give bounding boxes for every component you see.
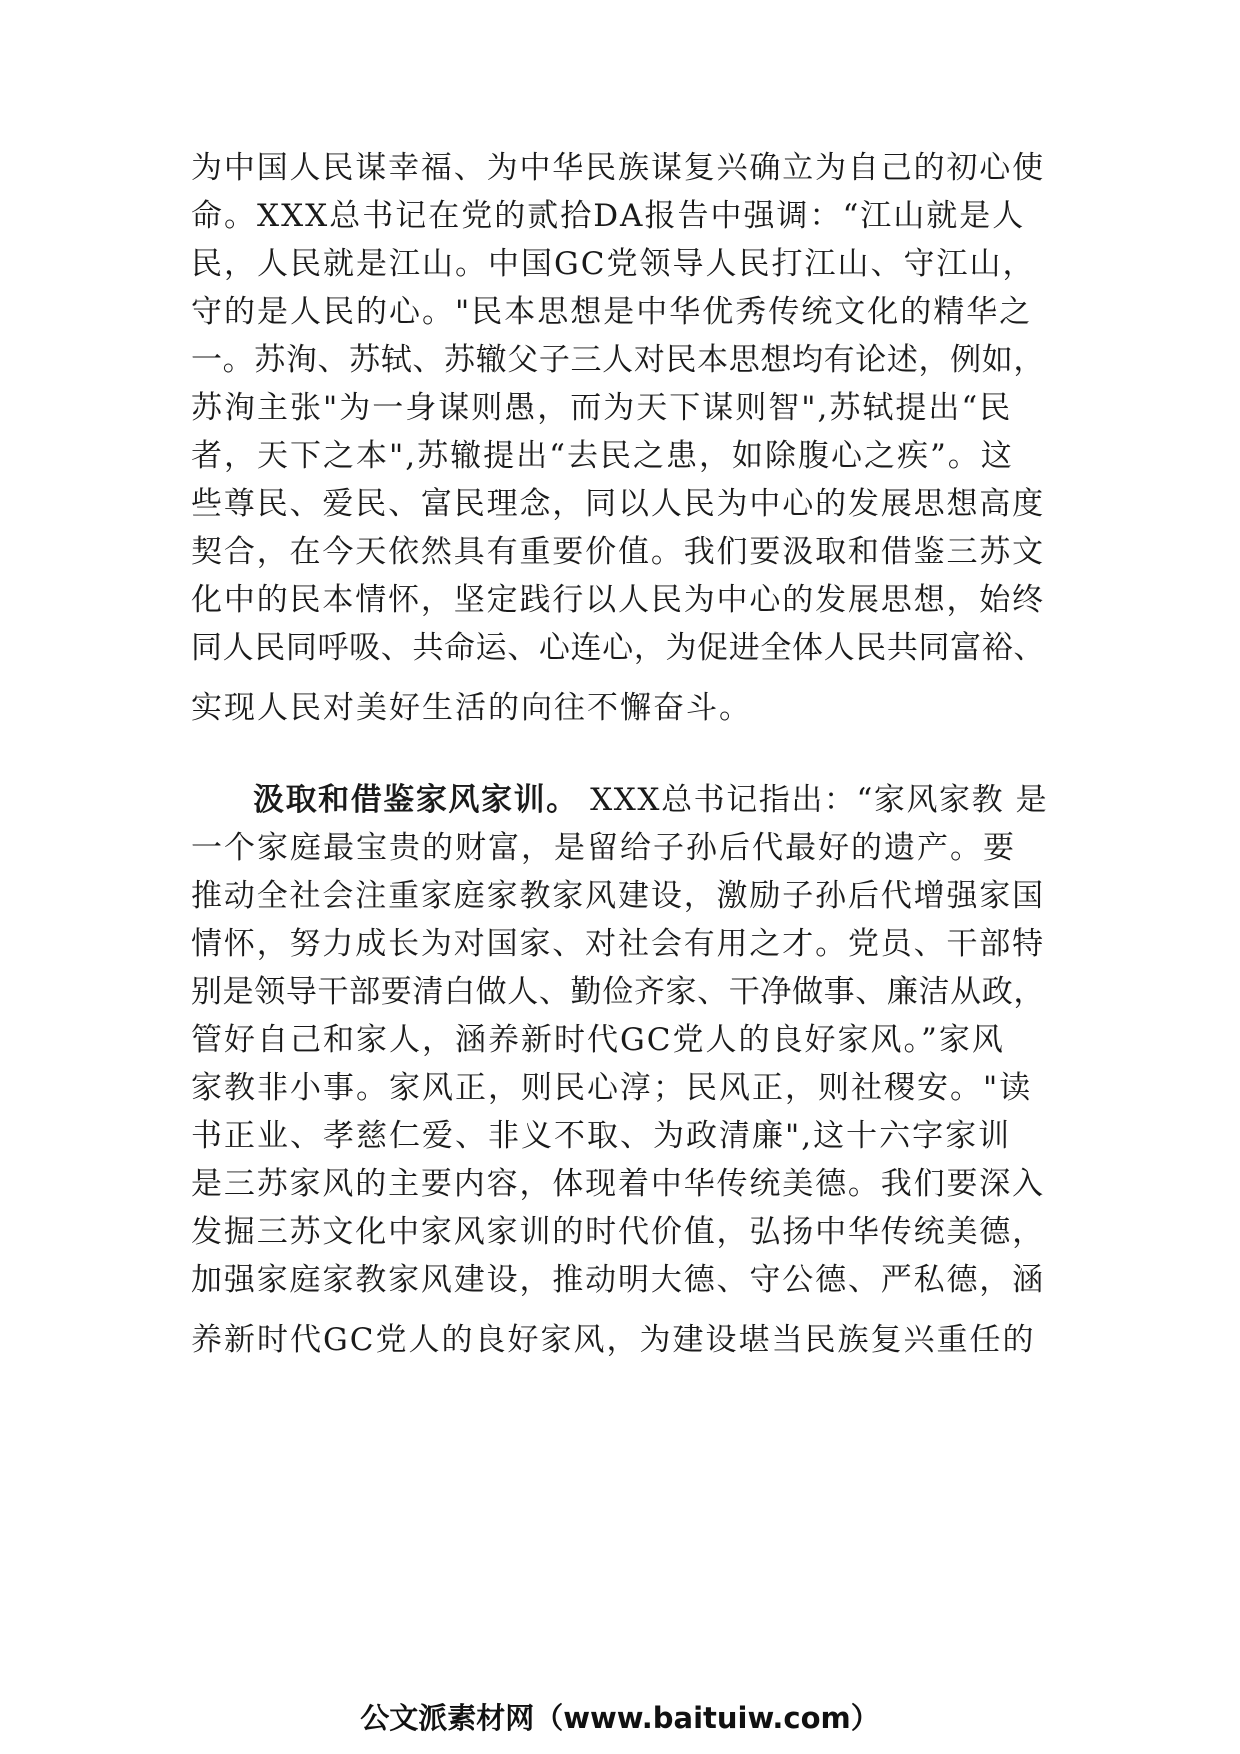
section-heading: 汲取和借鉴家风家训。 [253, 782, 579, 818]
paragraph-1-line-7: 者，天下之本",苏辙提出“去民之患，如除腹心之疾”。这 [191, 438, 1014, 474]
paragraph-2-line-9: 是三苏家风的主要内容，体现着中华传统美德。我们要深入 [191, 1166, 1045, 1202]
paragraph-1-line-12: 实现人民对美好生活的向往不懈奋斗。 [191, 690, 752, 726]
footer-watermark: 公文派素材网（www.baituiw.com） [360, 1701, 880, 1735]
paragraph-2-line-2: 一个家庭最宝贵的财富，是留给子孙后代最好的遗产。要 [191, 830, 1016, 866]
paragraph-2-line-6: 管好自己和家人，涵养新时代GC党人的良好家风。”家风 [191, 1022, 1005, 1058]
paragraph-1-line-5: 一。苏洵、苏轼、苏辙父子三人对民本思想均有论述，例如， [191, 342, 1045, 378]
paragraph-1-line-2: 命。XXX总书记在党的贰拾DA报告中强调：“江山就是人 [191, 198, 1026, 234]
paragraph-1-line-10: 化中的民本情怀，坚定践行以人民为中心的发展思想，始终 [191, 582, 1045, 618]
paragraph-1-line-6: 苏洵主张"为一身谋则愚，而为天下谋则智",苏轼提出“民 [191, 390, 1013, 426]
paragraph-2-line-10: 发掘三苏文化中家风家训的时代价值，弘扬中华传统美德， [191, 1214, 1045, 1250]
paragraph-2-line-1-rest: XXX总书记指出：“家风家教 是 [578, 782, 1049, 818]
paragraph-2-line-5: 别是领导干部要清白做人、勤俭齐家、干净做事、廉洁从政， [191, 974, 1045, 1010]
paragraph-2-line-1 [253, 780, 1048, 820]
paragraph-1-line-4: 守的是人民的心。"民本思想是中华优秀传统文化的精华之 [191, 294, 1033, 330]
paragraph-2-line-8: 书正业、孝慈仁爱、非义不取、为政清廉",这十六字家训 [191, 1118, 1012, 1154]
paragraph-2-line-12: 养新时代GC党人的良好家风，为建设堪当民族复兴重任的 [191, 1322, 1036, 1358]
paragraph-2-line-11: 加强家庭家教家风建设，推动明大德、守公德、严私德，涵 [191, 1262, 1045, 1298]
paragraph-1-line-1: 为中国人民谋幸福、为中华民族谋复兴确立为自己的初心使 [191, 150, 1045, 186]
paragraph-1-line-11: 同人民同呼吸、共命运、心连心，为促进全体人民共同富裕、 [191, 630, 1045, 666]
paragraph-1-line-3: 民，人民就是江山。中国GC党领导人民打江山、守江山， [191, 246, 1036, 282]
paragraph-1-line-8: 些尊民、爱民、富民理念，同以人民为中心的发展思想高度 [191, 486, 1045, 522]
paragraph-2-line-3: 推动全社会注重家庭家教家风建设，激励子孙后代增强家国 [191, 878, 1045, 914]
paragraph-1-line-9: 契合，在今天依然具有重要价值。我们要汲取和借鉴三苏文 [191, 534, 1045, 570]
paragraph-2-line-7: 家教非小事。家风正，则民心淳；民风正，则社稷安。"读 [191, 1070, 1033, 1106]
paragraph-2-line-4: 情怀，努力成长为对国家、对社会有用之才。党员、干部特 [191, 926, 1045, 962]
